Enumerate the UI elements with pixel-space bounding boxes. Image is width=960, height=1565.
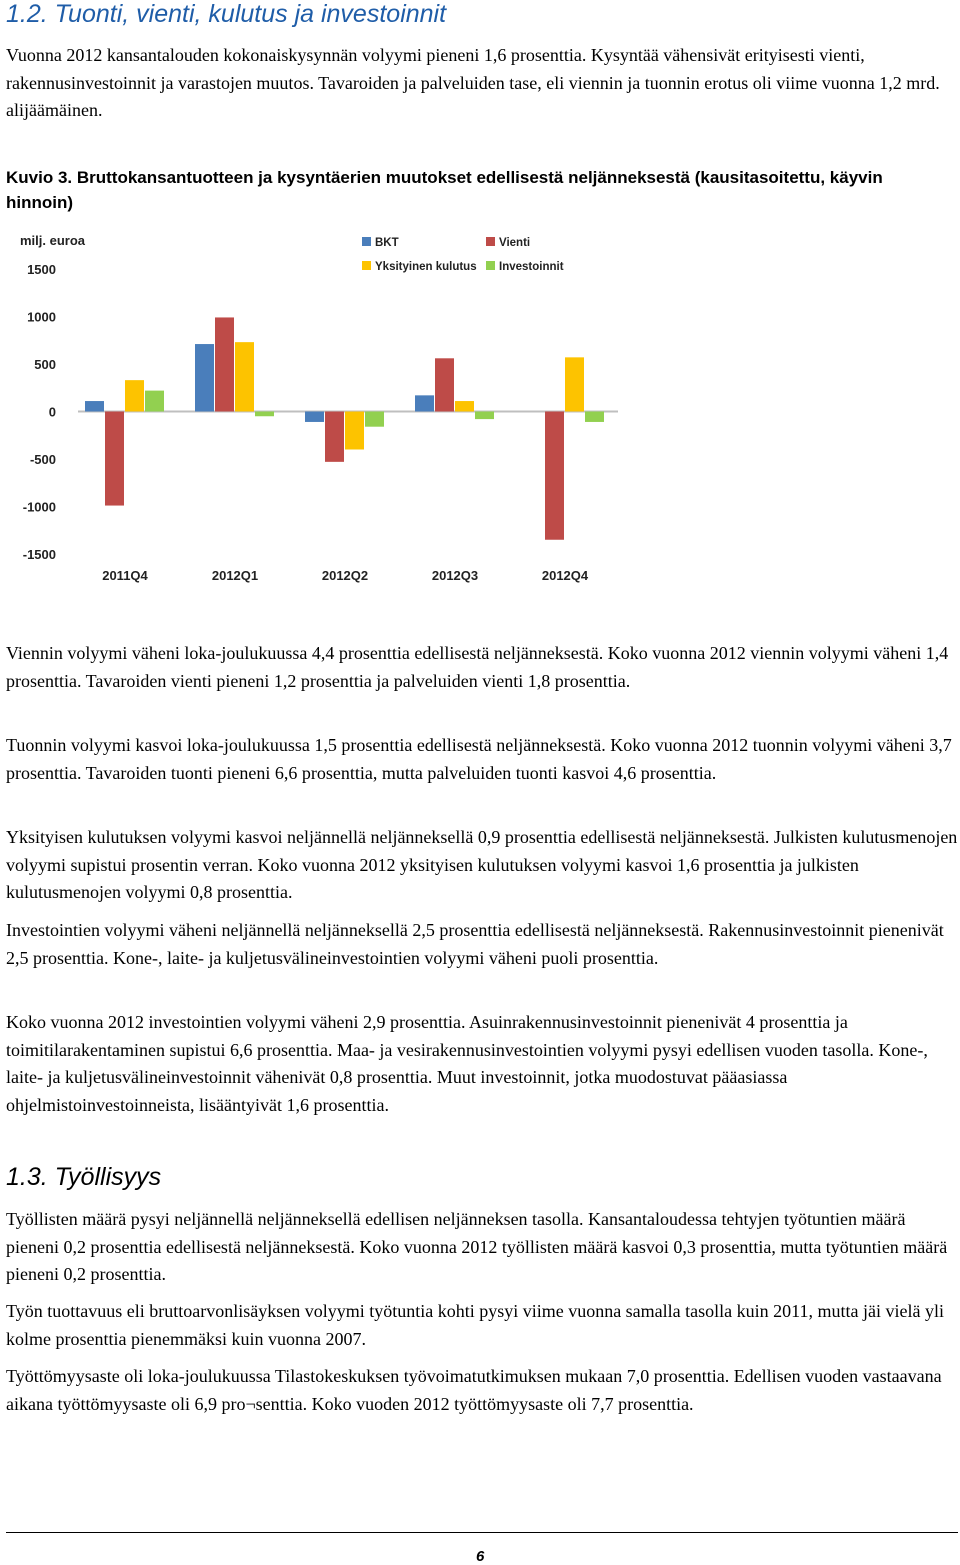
bar-chart [10, 228, 630, 590]
bar-bkt-2012q3 [415, 395, 434, 411]
section-title: 1.2. Tuonti, vienti, kulutus ja investoinnit [6, 0, 447, 28]
bar-bkt-2012q2 [305, 412, 324, 422]
y-axis-label: milj. euroa [20, 233, 86, 248]
bar-vienti-2011q4 [105, 412, 124, 506]
legend-swatch [362, 261, 371, 270]
bar-yksityinen-kulutus-2011q4 [125, 380, 144, 411]
bar-bkt-2011q4 [85, 401, 104, 411]
bar-vienti-2012q4 [545, 412, 564, 540]
legend-swatch [486, 237, 495, 246]
y-tick-label: 1500 [27, 262, 56, 277]
paragraph-export: Viennin volyymi väheni loka-joulukuussa 4,4 prosenttia edellisestä neljänneksestä. Koko vuonna 2012 viennin volyymi väheni 1,4 prosenttia. Tavaroiden vienti pieneni 1,2 prosenttia ja palveluiden vienti 1,8 prosenttia. [6, 643, 949, 691]
bar-vienti-2012q2 [325, 412, 344, 462]
intro-paragraph: Vuonna 2012 kansantalouden kokonaiskysynnän volyymi pieneni 1,6 prosenttia. Kysyntää vähensivät erityisesti vienti, rakennusinvestoinnit ja varastojen muutos. Tavaroiden ja palveluiden tase, eli viennin ja tuonnin erotus oli viime vuonna 1,2 mrd. alijäämäinen. [6, 45, 940, 120]
y-tick-label: -1500 [22, 547, 56, 562]
x-tick-label: 2012Q1 [211, 568, 259, 583]
bar-investoinnit-2012q4 [585, 412, 604, 422]
figure-caption: Kuvio 3. Bruttokansantuotteen ja kysyntäerien muutokset edellisestä neljänneksestä (kausitasoitettu, käyvin hinnoin) [6, 168, 883, 212]
bar-investoinnit-2012q1 [255, 412, 274, 417]
legend-label: Vienti [499, 237, 531, 249]
bar-yksityinen-kulutus-2012q3 [455, 401, 474, 411]
page-number: 6 [476, 1548, 485, 1565]
bar-yksityinen-kulutus-2012q1 [235, 342, 254, 411]
paragraph-import: Tuonnin volyymi kasvoi loka-joulukuussa 1,5 prosenttia edellisestä neljänneksestä. Koko vuonna 2012 tuonnin volyymi väheni 3,7 prosenttia. Tavaroiden tuonti pieneni 6,6 prosenttia, mutta palveluiden tuonti kasvoi 4,6 prosenttia. [6, 735, 952, 783]
y-tick-label: -500 [29, 452, 56, 467]
paragraph-unemployment: Työttömyysaste oli loka-joulukuussa Tilastokeskuksen työvoimatutkimuksen mukaan 7,0 prosenttia. Edellisen vuoden vastaavana aikana työttömyysaste oli 6,9 pro¬senttia. Koko vuoden 2012 työttömyysaste oli 7,7 prosenttia. [6, 1366, 942, 1414]
paragraph-productivity: Työn tuottavuus eli bruttoarvonlisäyksen volyymi työtuntia kohti pysyi viime vuonna samalla tasolla kuin 2011, mutta jäi vielä yli kolme prosenttia pienemmäksi kuin vuonna 2007. [6, 1301, 944, 1349]
bar-vienti-2012q3 [435, 358, 454, 411]
y-axis-ticks [23, 262, 56, 562]
x-tick-label: 2012Q4 [541, 568, 589, 583]
footer-rule [6, 1532, 958, 1533]
bar-bkt-2012q1 [195, 344, 214, 411]
x-axis-labels [102, 568, 589, 583]
bars-group [85, 317, 604, 539]
legend-label: Investoinnit [499, 261, 564, 273]
bar-investoinnit-2012q3 [475, 412, 494, 420]
legend-swatch [362, 237, 371, 246]
legend-label: BKT [375, 237, 399, 249]
bar-investoinnit-2012q2 [365, 412, 384, 427]
section-title-employment: 1.3. Työllisyys [6, 1163, 162, 1191]
y-tick-label: 500 [34, 357, 56, 372]
chart-legend [362, 237, 564, 273]
paragraph-consumption: Yksityisen kulutuksen volyymi kasvoi neljännellä neljänneksellä 0,9 prosenttia edellisestä neljänneksestä. Julkisten kulutusmenojen volyymi supistui prosentin verran. Koko vuonna 2012 yksityisen kulutuksen volyymi kasvoi 1,6 prosenttia ja julkisten kulutusmenojen volyymi 0,8 prosenttia. [6, 827, 958, 902]
legend-swatch [486, 261, 495, 270]
paragraph-investment-q4: Investointien volyymi väheni neljännellä neljänneksellä 2,5 prosenttia edellisestä neljänneksestä. Rakennusinvestoinnit pienenivät 2,5 prosenttia. Kone-, laite- ja kuljetusvälineinvestointien volyymi väheni puoli prosenttia. [6, 920, 944, 968]
paragraph-investment-year: Koko vuonna 2012 investointien volyymi väheni 2,9 prosenttia. Asuinrakennusinvestoinnit pienenivät 4 prosenttia ja toimitilarakentaminen supistui 6,6 prosenttia. Maa- ja vesirakennusinvestointien volyymi pysyi edellisen vuoden tasolla. Kone-, laite- ja kuljetusvälineinvestoinnit vähenivät 0,8 prosenttia. Muut investoinnit, jotka muodostuvat pääasiassa ohjelmistoinvestoinneista, lisääntyivät 1,6 prosenttia. [6, 1012, 928, 1115]
paragraph-employment: Työllisten määrä pysyi neljännellä neljänneksellä edellisen neljänneksen tasolla. Kansantaloudessa tehtyjen työtuntien määrä pieneni 0,2 prosenttia edellisestä neljänneksestä. Koko vuonna 2012 työllisten määrä kasvoi 0,3 prosenttia, mutta työtuntien määrä pieneni 0,2 prosenttia. [6, 1209, 948, 1284]
y-tick-label: 0 [48, 404, 56, 420]
bar-yksityinen-kulutus-2012q2 [345, 412, 364, 450]
x-tick-label: 2012Q2 [321, 568, 369, 583]
y-tick-label: -1000 [22, 499, 56, 515]
y-tick-label: 1000 [27, 309, 56, 325]
legend-label: Yksityinen kulutus [375, 261, 477, 273]
x-tick-label: 2012Q3 [431, 568, 479, 583]
bar-yksityinen-kulutus-2012q4 [565, 357, 584, 411]
bar-investoinnit-2011q4 [145, 391, 164, 412]
bar-vienti-2012q1 [215, 317, 234, 411]
x-tick-label: 2011Q4 [102, 568, 148, 583]
